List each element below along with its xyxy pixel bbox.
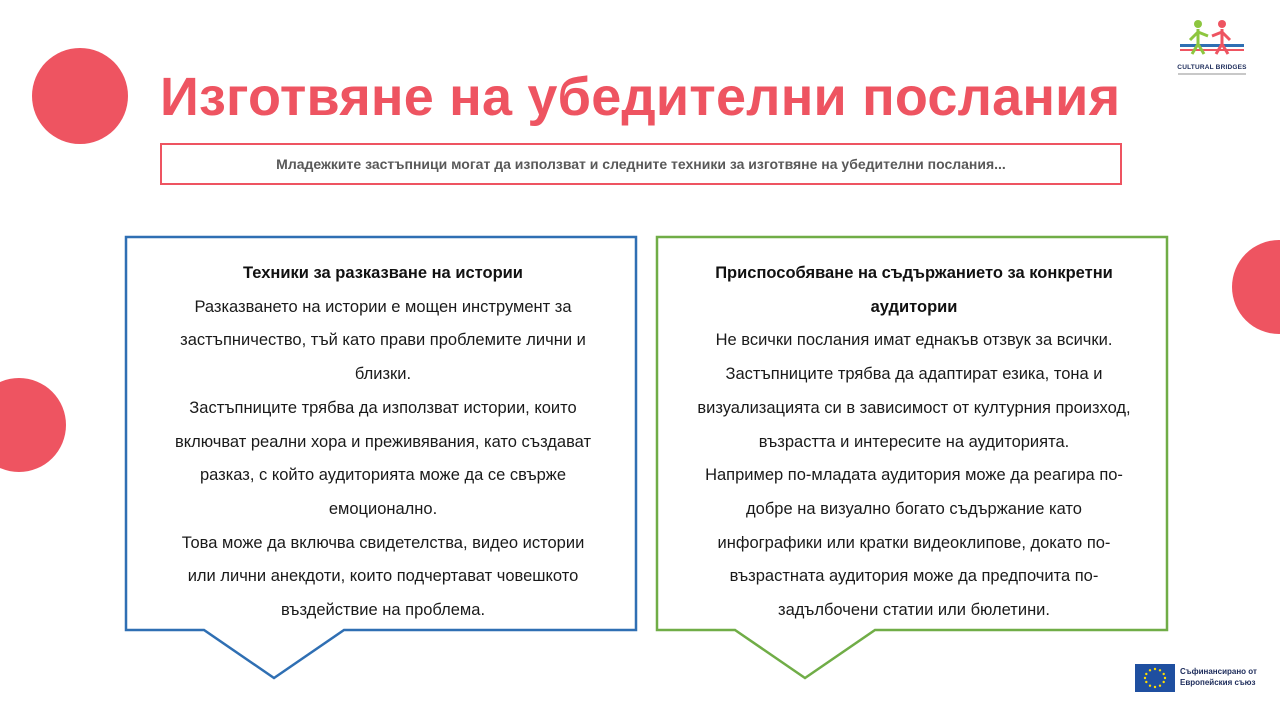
decor-circle-top-left [32, 48, 128, 144]
card-line: застъпничество, тъй като прави проблемите лични и [180, 331, 586, 350]
card-heading: Приспособяване на съдържанието за конкретни [715, 264, 1113, 282]
card-line: Застъпниците трябва да адаптират езика, тона и [725, 365, 1103, 384]
card-line: разказ, с който аудиторията може да се свърже [199, 466, 567, 485]
card-line: включват реални хора и преживявания, като създават [174, 432, 592, 451]
subtitle-box [160, 143, 1122, 185]
decor-circle-left [0, 378, 66, 472]
card-line: Това може да включва свидетелства, видео истории [181, 533, 585, 552]
card-line: Например по-младата аудитория може да реагира по- [705, 466, 1123, 485]
eu-line-2: Европейския съюз [1180, 678, 1256, 687]
card-line: инфографики или кратки видеоклипове, докато по- [717, 533, 1111, 552]
card-line: въздействие на проблема. [280, 601, 486, 620]
eu-cofunded-text [1180, 666, 1257, 688]
decor-circle-right [1232, 240, 1280, 334]
storytelling-card [128, 239, 638, 632]
card-line: визуализацията си в зависимост от културния произход, [697, 398, 1131, 417]
card-line: възрастта и интересите на аудиторията. [758, 432, 1070, 451]
card-line: близки. [354, 365, 412, 384]
card-heading: Техники за разказване на истории [243, 264, 523, 282]
card-heading: аудитории [870, 297, 958, 316]
eu-flag-icon [1135, 664, 1175, 692]
eu-line-1: Съфинансирано от [1180, 667, 1257, 676]
slide-title: Изготвяне на убедителни послания [160, 67, 1121, 127]
card-line: Не всички послания имат еднакъв отзвук за всички. [715, 331, 1113, 350]
storytelling-card-content [128, 239, 638, 628]
audience-card-content [659, 239, 1169, 628]
subtitle-text: Младежките застъпници могат да използват и следните техники за изготвяне на убедителни послания... [276, 156, 1006, 172]
logo-text: CULTURAL BRIDGES [1177, 64, 1247, 71]
card-line: емоционално. [328, 499, 438, 518]
card-line: добре на визуално богато съдържание като [746, 499, 1082, 518]
card-line: възрастната аудитория може да предпочита по- [729, 567, 1099, 586]
card-line: Застъпниците трябва да използват истории, които [189, 398, 577, 417]
card-line: Разказването на истории е мощен инструмент за [194, 297, 572, 316]
logo-underline [1178, 73, 1246, 75]
card-line: задълбочени статии или бюлетини. [778, 601, 1050, 620]
card-line: или лични анекдоти, които подчертават човешкото [187, 567, 579, 586]
audience-card [659, 239, 1169, 632]
